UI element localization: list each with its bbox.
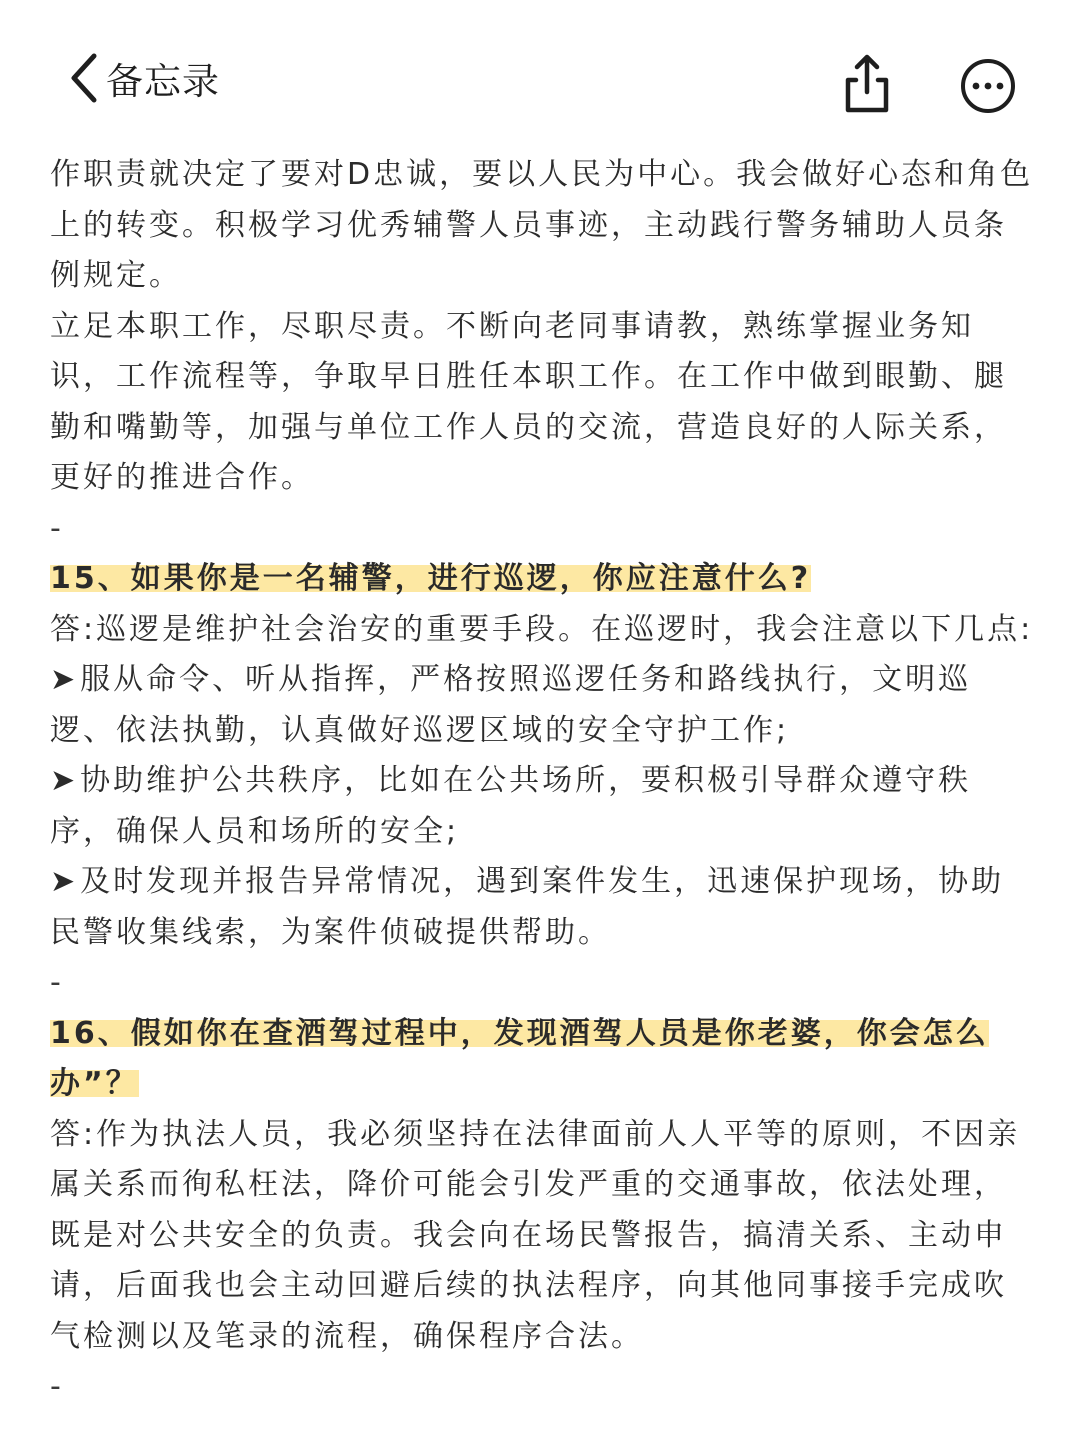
answer-paragraph: 答:巡逻是维护社会治安的重要手段。在巡逻时，我会注意以下几点: <box>50 611 1034 647</box>
more-icon <box>958 56 1018 116</box>
highlighted-question: 15、如果你是一名辅警，进行巡逻，你应注意什么? <box>50 561 812 596</box>
back-label: 备忘录 <box>106 60 220 103</box>
separator: - <box>50 510 64 546</box>
question-heading <box>50 1009 1035 1110</box>
highlighted-question: 16、假如你在查酒驾过程中，发现酒驾人员是你老婆，你会怎么办”？ <box>50 1015 989 1101</box>
arrow-bullet-icon: ➤ <box>50 662 79 697</box>
arrow-bullet-icon: ➤ <box>50 864 79 899</box>
question-heading <box>50 554 1035 605</box>
bullet-text: 协助维护公共秩序，比如在公共场所，要积极引导群众遵守秩序，确保人员和场所的安全; <box>50 763 972 849</box>
chevron-left-icon <box>66 52 100 104</box>
note-body <box>50 150 1035 1413</box>
paragraph: 作职责就决定了要对D忠诚，要以人民为中心。我会做好心态和角色上的转变。积极学习优秀辅警人员事迹，主动践行警务辅助人员条例规定。 <box>50 157 1034 293</box>
arrow-bullet-icon: ➤ <box>50 763 79 798</box>
share-icon <box>838 52 896 116</box>
bullet-text: 及时发现并报告异常情况，遇到案件发生，迅速保护现场，协助民警收集线索，为案件侦破提供帮助。 <box>50 864 1005 950</box>
bullet-item <box>50 655 1035 756</box>
back-button[interactable] <box>66 48 220 108</box>
bullet-item <box>50 756 1035 857</box>
answer-paragraph: 答:作为执法人员，我必须坚持在法律面前人人平等的原则，不因亲属关系而徇私枉法，降价可能会引发严重的交通事故，依法处理，既是对公共安全的负责。我会向在场民警报告，搞清关系、主动申请，后面我也会主动回避后续的执法程序，向其他同事接手完成吹气检测以及笔录的流程，确保程序合法。 <box>50 1116 1021 1354</box>
navigation-bar <box>0 0 1080 150</box>
paragraph: 立足本职工作，尽职尽责。不断向老同事请教，熟练掌握业务知识，工作流程等，争取早日胜任本职工作。在工作中做到眼勤、腿勤和嘴勤等，加强与单位工作人员的交流，营造良好的人际关系，更好的推进合作。 <box>50 308 1007 495</box>
separator: - <box>50 1369 64 1404</box>
bullet-text: 服从命令、听从指挥，严格按照巡逻任务和路线执行，文明巡逻、依法执勤，认真做好巡逻区域的安全守护工作; <box>50 662 972 748</box>
share-button[interactable] <box>838 52 896 116</box>
bullet-item <box>50 857 1035 958</box>
separator: - <box>50 965 64 1000</box>
more-button[interactable] <box>958 56 1018 116</box>
